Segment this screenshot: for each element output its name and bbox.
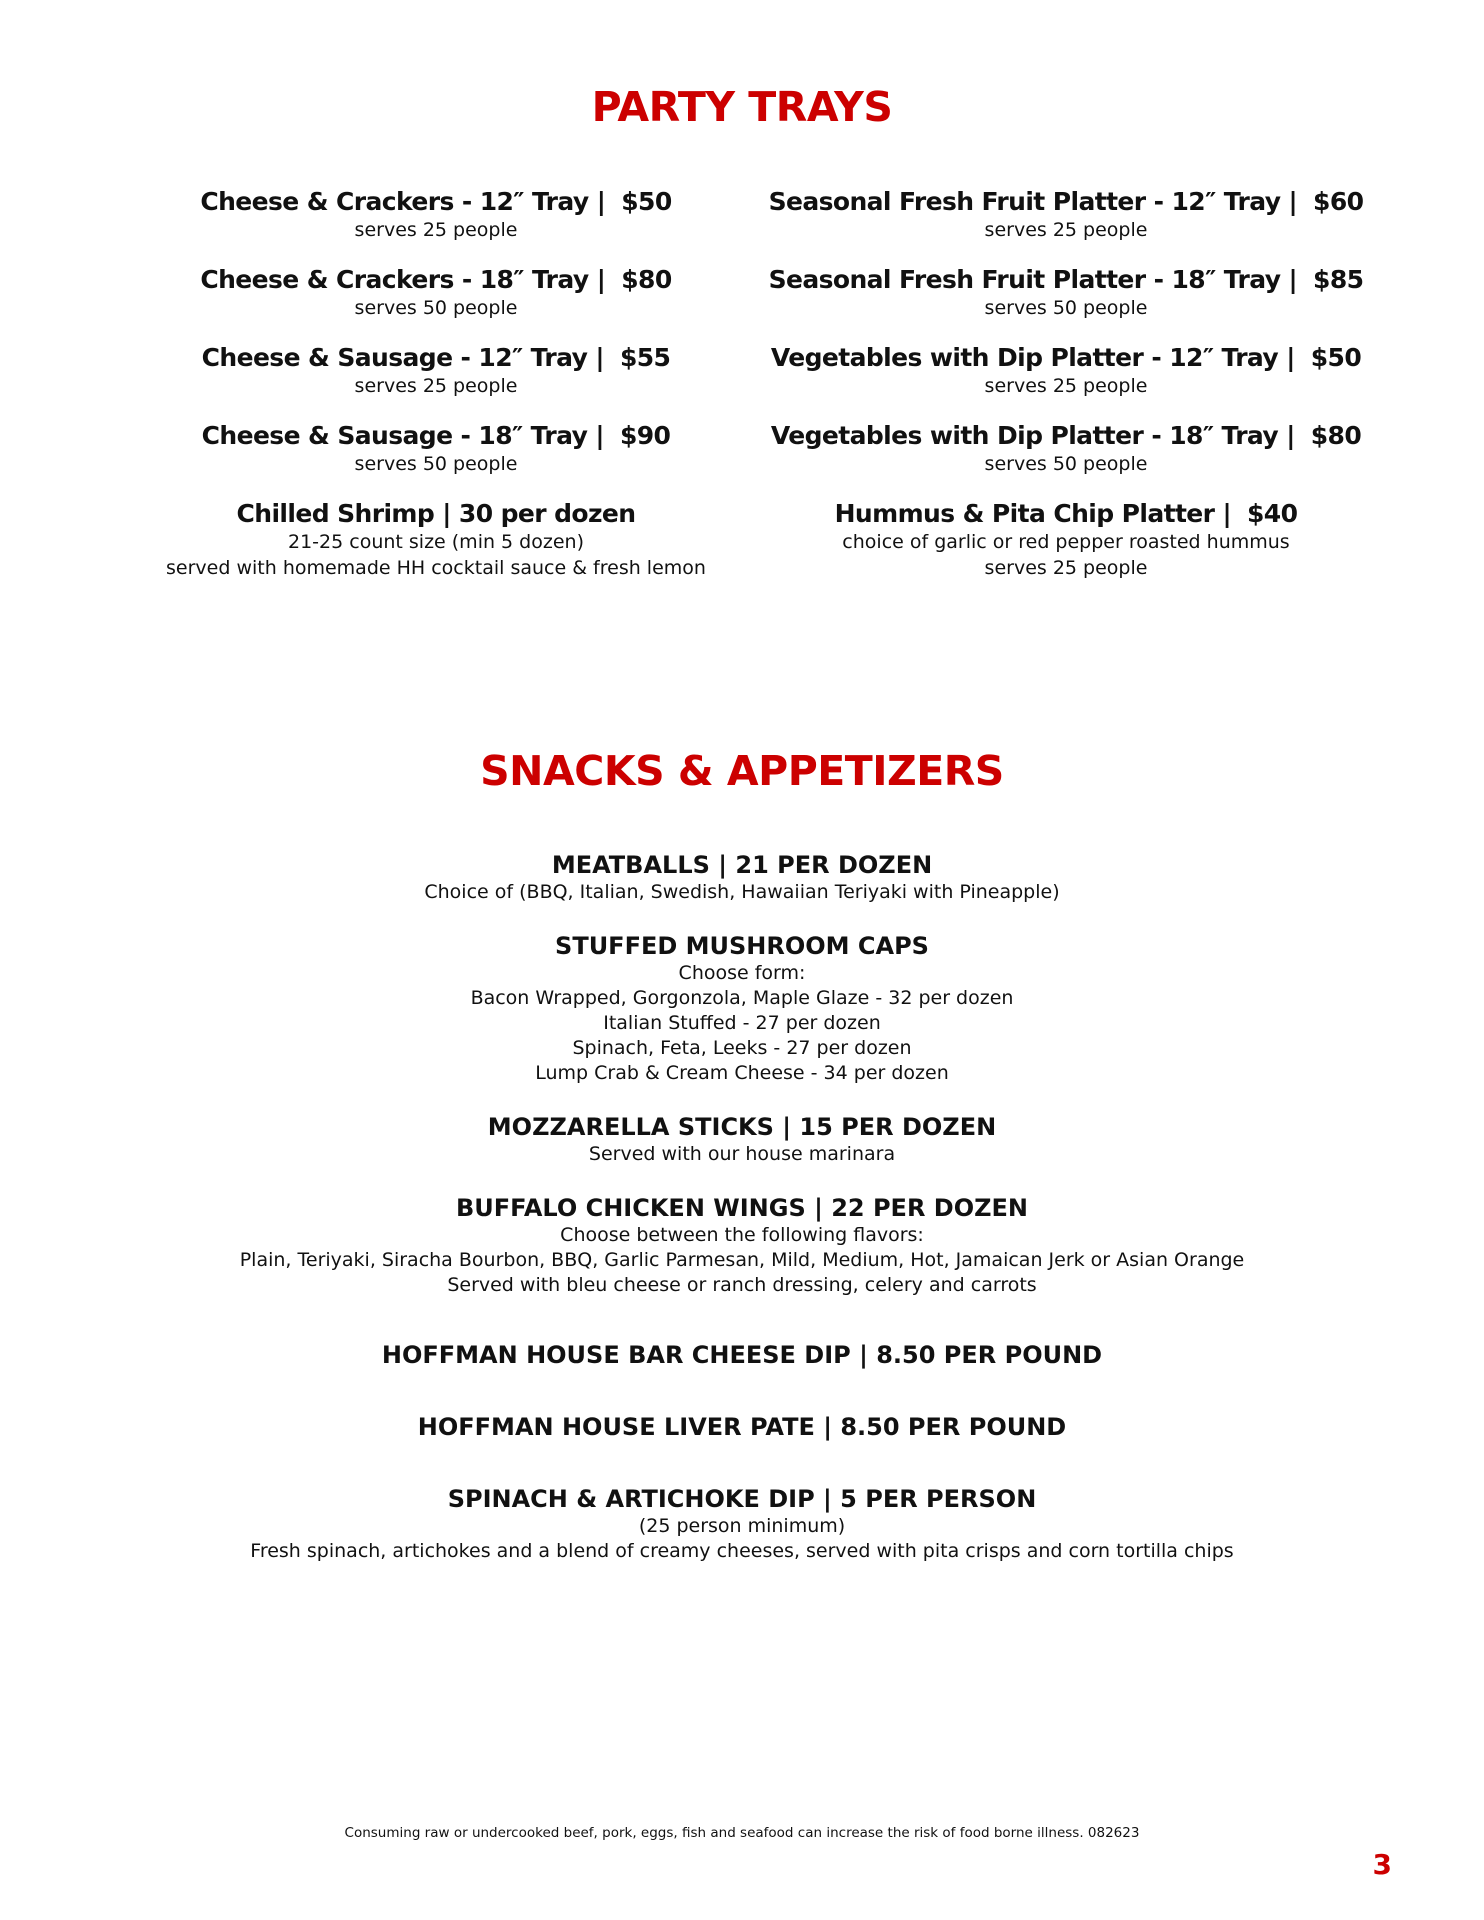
tray-title [126,343,746,373]
tray-title [126,421,746,451]
tray-detail: serves 50 people [354,297,518,319]
tray-title [126,187,746,217]
tray-detail: serves 50 people [354,453,518,475]
tray-price: $85 [1313,265,1364,294]
snack-detail: Choose form: [678,962,806,984]
tray-detail: serves 25 people [984,557,1148,579]
snack-detail: Choose between the following flavors: [560,1224,924,1246]
tray-detail: serves 25 people [354,219,518,241]
snack-title: MEATBALLS | 21 PER DOZEN [551,851,933,879]
tray-price: $80 [621,265,672,294]
tray-name: Vegetables with Dip Platter - 18″ Tray | [770,421,1295,450]
tray-detail: serves 25 people [984,219,1148,241]
tray-item [126,343,746,421]
snack-item [0,1193,1484,1298]
snack-item [0,1484,1484,1564]
snack-title: STUFFED MUSHROOM CAPS [555,932,929,960]
tray-item [756,265,1376,343]
snacks-heading: SNACKS & APPETIZERS [480,747,1004,795]
snack-item [0,1412,1484,1442]
snack-detail: Bacon Wrapped, Gorgonzola, Maple Glaze - 32 per dozen [470,987,1014,1009]
snack-detail: Italian Stuffed - 27 per dozen [603,1012,881,1034]
snack-detail: Lump Crab & Cream Cheese - 34 per dozen [535,1062,949,1084]
page-number: 3 [1372,1848,1392,1881]
tray-detail: served with homemade HH cocktail sauce & fresh lemon [166,557,706,579]
tray-item [126,499,746,577]
snack-item [0,1340,1484,1370]
snack-title: HOFFMAN HOUSE BAR CHEESE DIP | 8.50 PER POUND [381,1341,1103,1369]
snack-item [0,931,1484,1086]
snacks-list [0,850,1484,1564]
snack-title: SPINACH & ARTICHOKE DIP | 5 PER PERSON [447,1485,1037,1513]
tray-title [756,187,1376,217]
tray-item [756,499,1376,577]
tray-price: $50 [621,187,672,216]
food-safety-disclaimer: Consuming raw or undercooked beef, pork, eggs, fish and seafood can increase the risk of food borne illness. 082623 [344,1825,1140,1841]
tray-name: Vegetables with Dip Platter - 12″ Tray | [770,343,1295,372]
tray-name: Cheese & Crackers - 12″ Tray | [200,187,606,216]
tray-item [126,187,746,265]
tray-item [756,421,1376,499]
snack-item [0,850,1484,905]
tray-title [756,421,1376,451]
tray-detail: serves 25 people [984,375,1148,397]
tray-item [756,187,1376,265]
tray-detail: serves 25 people [354,375,518,397]
snack-detail: Fresh spinach, artichokes and a blend of creamy cheeses, served with pita crisps and corn tortilla chips [250,1540,1234,1562]
snack-item [0,1112,1484,1167]
tray-detail: serves 50 people [984,297,1148,319]
tray-price: $40 [1247,499,1298,528]
snack-title: BUFFALO CHICKEN WINGS | 22 PER DOZEN [456,1194,1028,1222]
tray-name: Cheese & Crackers - 18″ Tray | [200,265,606,294]
snack-detail: Served with bleu cheese or ranch dressing, celery and carrots [447,1274,1037,1296]
tray-name: Chilled Shrimp | 30 per dozen [236,499,636,528]
party-trays-left-column [126,187,746,577]
snack-detail: Served with our house marinara [588,1143,896,1165]
tray-name: Seasonal Fresh Fruit Platter - 18″ Tray | [768,265,1298,294]
tray-detail: 21-25 count size (min 5 dozen) [288,531,584,553]
tray-title [126,499,746,529]
tray-title [756,265,1376,295]
snack-detail: Spinach, Feta, Leeks - 27 per dozen [572,1037,912,1059]
tray-price: $60 [1313,187,1364,216]
snack-detail: Plain, Teriyaki, Siracha Bourbon, BBQ, Garlic Parmesan, Mild, Medium, Hot, Jamaican Jerk or Asian Orange [239,1249,1245,1271]
tray-title [126,265,746,295]
tray-price: $50 [1310,343,1362,372]
snack-detail: (25 person minimum) [638,1515,846,1537]
tray-title [756,343,1376,373]
tray-name: Hummus & Pita Chip Platter | [834,499,1232,528]
snack-title: HOFFMAN HOUSE LIVER PATE | 8.50 PER POUND [417,1413,1067,1441]
tray-detail: choice of garlic or red pepper roasted hummus [842,531,1290,553]
tray-price: $55 [619,343,671,372]
tray-item [756,343,1376,421]
tray-name: Seasonal Fresh Fruit Platter - 12″ Tray | [768,187,1298,216]
tray-item [126,421,746,499]
snack-title: MOZZARELLA STICKS | 15 PER DOZEN [487,1113,997,1141]
tray-name: Cheese & Sausage - 18″ Tray | [201,421,604,450]
tray-title [756,499,1376,529]
tray-item [126,265,746,343]
party-trays-heading: PARTY TRAYS [591,83,893,131]
snack-detail: Choice of (BBQ, Italian, Swedish, Hawaiian Teriyaki with Pineapple) [424,881,1060,903]
tray-name: Cheese & Sausage - 12″ Tray | [201,343,604,372]
tray-price: $90 [619,421,671,450]
party-trays-right-column [756,187,1376,577]
tray-price: $80 [1310,421,1362,450]
tray-detail: serves 50 people [984,453,1148,475]
